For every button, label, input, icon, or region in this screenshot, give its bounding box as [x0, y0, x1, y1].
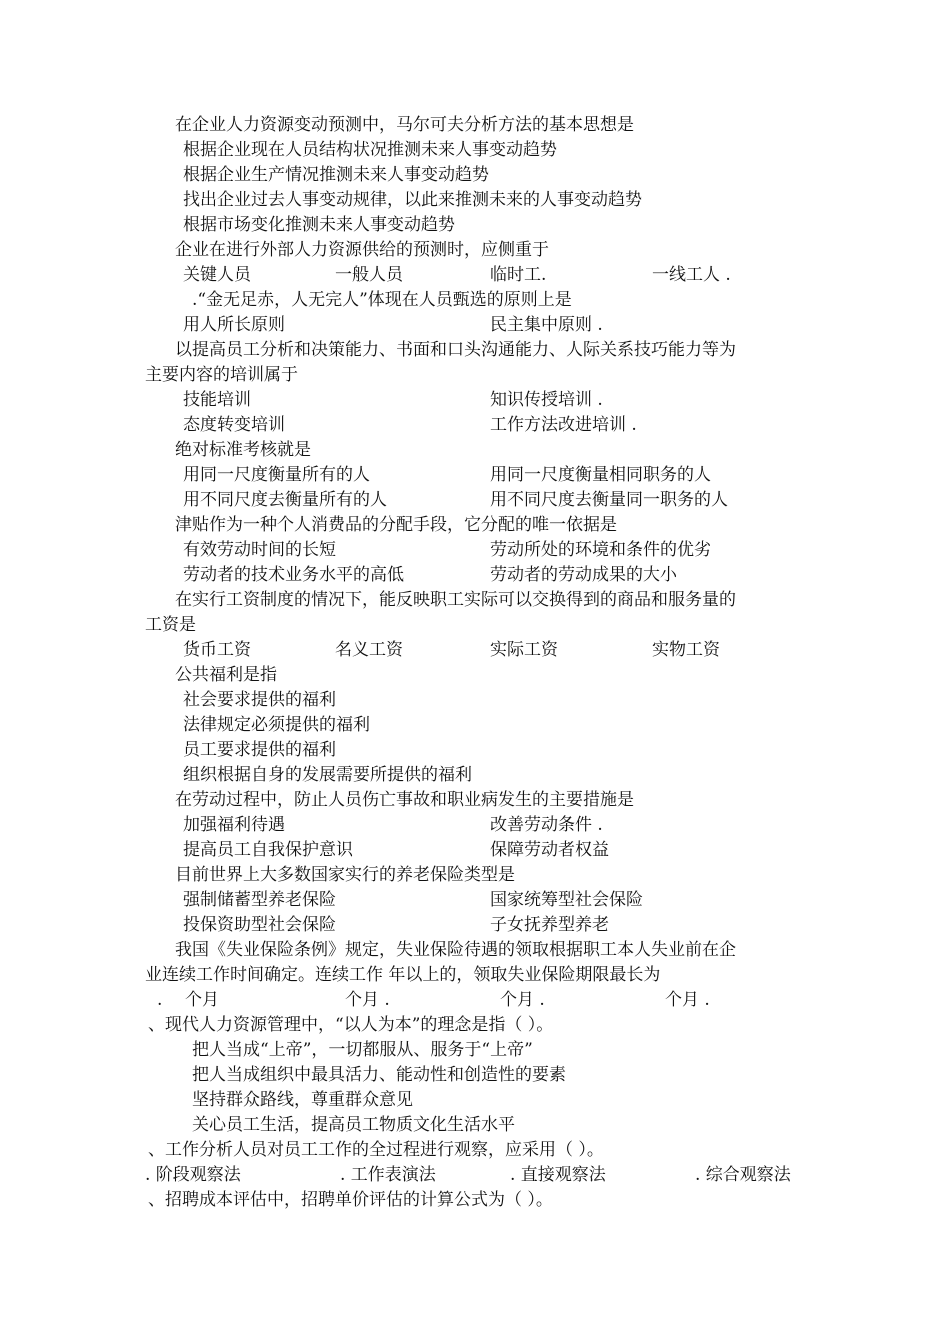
option-text: 找出企业过去人事变动规律，以此来推测未来的人事变动趋势	[183, 190, 642, 210]
question-11	[145, 938, 815, 963]
question-10-options-row-2	[145, 913, 815, 938]
option-c: 实际工资	[490, 640, 558, 660]
question-stem: 公共福利是指	[175, 665, 277, 685]
option-d: 实物工资	[652, 640, 720, 660]
option-b: 用同一尺度衡量相同职务的人	[490, 465, 711, 485]
question-stem: 在企业人力资源变动预测中，马尔可夫分析方法的基本思想是	[175, 115, 634, 135]
option-b: 名义工资	[335, 640, 403, 660]
question-12-option-b	[145, 1063, 815, 1088]
question-6	[145, 513, 815, 538]
option-b: 民主集中原则 .	[490, 315, 603, 335]
option-c: 态度转变培训	[183, 415, 285, 435]
option-c: 提高员工自我保护意识	[183, 840, 353, 860]
question-8-option-d	[145, 763, 815, 788]
option-text: 根据企业生产情况推测未来人事变动趋势	[183, 165, 489, 185]
question-5-options-row-2	[145, 488, 815, 513]
question-3	[145, 288, 815, 313]
option-d: 工作方法改进培训 .	[490, 415, 637, 435]
option-d: . 综合观察法	[695, 1165, 791, 1185]
question-stem-line-1: 以提高员工分析和决策能力、书面和口头沟通能力、人际关系技巧能力等为	[175, 340, 736, 360]
question-2-options	[145, 263, 815, 288]
option-text: 员工要求提供的福利	[183, 740, 336, 760]
question-stem-line-1: 在实行工资制度的情况下，能反映职工实际可以交换得到的商品和服务量的	[175, 590, 736, 610]
option-a: 强制储蓄型养老保险	[183, 890, 336, 910]
option-c: 用不同尺度去衡量所有的人	[183, 490, 387, 510]
option-c: 个月 .	[500, 990, 545, 1010]
question-stem: 津贴作为一种个人消费品的分配手段，它分配的唯一依据是	[175, 515, 617, 535]
question-13	[145, 1138, 815, 1163]
question-stem: 、现代人力资源管理中，“以人为本”的理念是指（ ）。	[148, 1015, 554, 1035]
option-c: 临时工.	[490, 265, 547, 285]
question-12-option-a	[145, 1038, 815, 1063]
question-stem: 目前世界上大多数国家实行的养老保险类型是	[175, 865, 515, 885]
option-a: 技能培训	[183, 390, 251, 410]
question-12-option-c	[145, 1088, 815, 1113]
question-7	[145, 588, 815, 613]
question-2	[145, 238, 815, 263]
question-13-options	[145, 1163, 815, 1188]
option-text: 根据企业现在人员结构状况推测未来人事变动趋势	[183, 140, 557, 160]
question-stem: 、招聘成本评估中，招聘单价评估的计算公式为（ ）。	[148, 1190, 553, 1210]
question-9-options-row-1	[145, 813, 815, 838]
question-stem: 在劳动过程中，防止人员伤亡事故和职业病发生的主要措施是	[175, 790, 634, 810]
question-4	[145, 338, 815, 363]
question-1	[145, 113, 815, 138]
question-8-option-b	[145, 713, 815, 738]
option-c: 投保资助型社会保险	[183, 915, 336, 935]
option-b: 个月 .	[345, 990, 390, 1010]
option-d: 一线工人 .	[652, 265, 731, 285]
question-stem: 企业在进行外部人力资源供给的预测时，应侧重于	[175, 240, 549, 260]
question-5	[145, 438, 815, 463]
option-b: 劳动所处的环境和条件的优劣	[490, 540, 711, 560]
question-1-option-c	[145, 188, 815, 213]
option-a: 用人所长原则	[183, 315, 285, 335]
question-8-option-a	[145, 688, 815, 713]
option-prefix: .	[157, 990, 163, 1010]
option-a: 个月	[185, 990, 219, 1010]
question-14	[145, 1188, 815, 1213]
option-text: 社会要求提供的福利	[183, 690, 336, 710]
option-text: 把人当成“上帝”，一切都服从、服务于“上帝”	[192, 1040, 533, 1060]
option-d: 个月 .	[665, 990, 710, 1010]
question-7-options	[145, 638, 815, 663]
question-stem: 绝对标准考核就是	[175, 440, 311, 460]
option-a: . 阶段观察法	[145, 1165, 241, 1185]
question-9-options-row-2	[145, 838, 815, 863]
option-text: 根据市场变化推测未来人事变动趋势	[183, 215, 455, 235]
option-text: 法律规定必须提供的福利	[183, 715, 370, 735]
question-9	[145, 788, 815, 813]
question-stem: 、工作分析人员对员工工作的全过程进行观察，应采用（ ）。	[148, 1140, 604, 1160]
option-b: 改善劳动条件 .	[490, 815, 603, 835]
question-stem: .“金无足赤，人无完人”体现在人员甄选的原则上是	[192, 290, 572, 310]
option-c: . 直接观察法	[510, 1165, 606, 1185]
question-8	[145, 663, 815, 688]
question-5-options-row-1	[145, 463, 815, 488]
question-12	[145, 1013, 815, 1038]
option-d: 用不同尺度去衡量同一职务的人	[490, 490, 728, 510]
question-1-option-a	[145, 138, 815, 163]
question-11-continued	[145, 963, 815, 988]
question-stem-line-2: 工资是	[145, 615, 196, 635]
option-d: 劳动者的劳动成果的大小	[490, 565, 677, 585]
question-1-option-b	[145, 163, 815, 188]
option-text: 关心员工生活，提高员工物质文化生活水平	[192, 1115, 515, 1135]
question-6-options-row-2	[145, 563, 815, 588]
option-b: 知识传授培训 .	[490, 390, 603, 410]
question-10	[145, 863, 815, 888]
question-11-options	[145, 988, 815, 1013]
question-stem-line-1: 我国《失业保险条例》规定，失业保险待遇的领取根据职工本人失业前在企	[175, 940, 736, 960]
option-a: 用同一尺度衡量所有的人	[183, 465, 370, 485]
question-10-options-row-1	[145, 888, 815, 913]
option-text: 组织根据自身的发展需要所提供的福利	[183, 765, 472, 785]
option-c: 劳动者的技术业务水平的高低	[183, 565, 404, 585]
question-1-option-d	[145, 213, 815, 238]
question-7-continued	[145, 613, 815, 638]
question-4-options-row-2	[145, 413, 815, 438]
option-b: 一般人员	[335, 265, 403, 285]
option-d: 保障劳动者权益	[490, 840, 609, 860]
question-stem-line-2: 业连续工作时间确定。连续工作 年以上的，领取失业保险期限最长为	[145, 965, 661, 985]
option-a: 加强福利待遇	[183, 815, 285, 835]
option-a: 关键人员	[183, 265, 251, 285]
question-6-options-row-1	[145, 538, 815, 563]
option-a: 货币工资	[183, 640, 251, 660]
question-8-option-c	[145, 738, 815, 763]
question-4-options-row-1	[145, 388, 815, 413]
option-text: 坚持群众路线，尊重群众意见	[192, 1090, 413, 1110]
option-b: . 工作表演法	[340, 1165, 436, 1185]
option-d: 子女抚养型养老	[490, 915, 609, 935]
option-b: 国家统筹型社会保险	[490, 890, 643, 910]
question-4-continued	[145, 363, 815, 388]
question-12-option-d	[145, 1113, 815, 1138]
option-text: 把人当成组织中最具活力、能动性和创造性的要素	[192, 1065, 566, 1085]
question-stem-line-2: 主要内容的培训属于	[145, 365, 298, 385]
option-a: 有效劳动时间的长短	[183, 540, 336, 560]
question-3-options	[145, 313, 815, 338]
